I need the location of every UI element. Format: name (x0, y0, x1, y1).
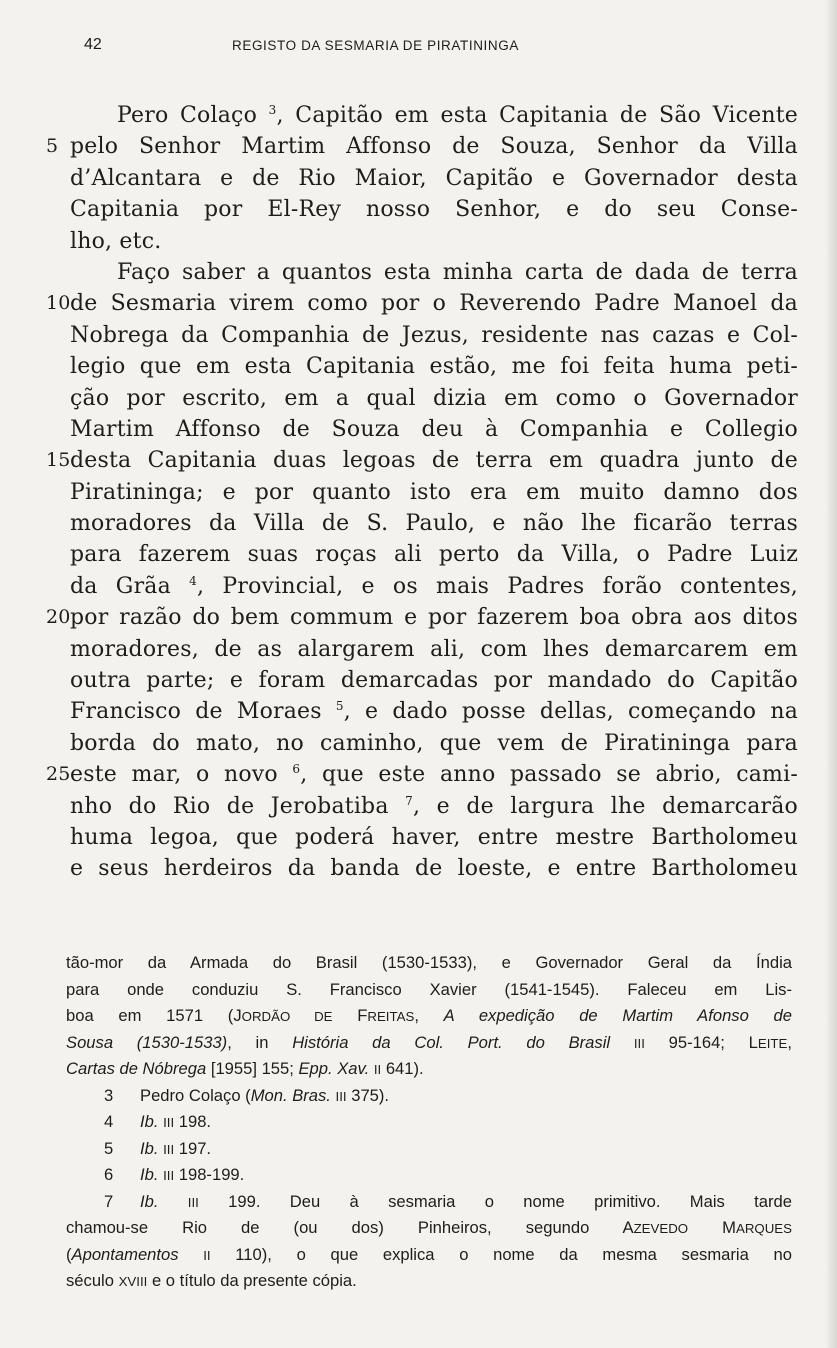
page-header (0, 36, 837, 56)
text-line (0, 602, 837, 633)
line-text: huma legoa, que poderá haver, entre mestre Bartholomeu (70, 824, 798, 850)
footnote-text: tão-mor da Armada do Brasil (1530-1533), e Governador Geral da Índia (66, 953, 792, 972)
line-text: Pero Colaço $^3$, Capitão em esta Capitania de São Vicente (117, 103, 799, 128)
text-line (0, 131, 837, 162)
line-text: legio que em esta Capitania estão, me foi feita huma peti- (70, 354, 798, 380)
line-text: Martim Affonso de Souza deu à Companhia e Collegio (70, 416, 798, 442)
line-number: 15 (46, 449, 71, 472)
footnote-text: Ib. III 198-199. (140, 1165, 245, 1184)
text-line (0, 696, 837, 727)
line-text: lho, etc. (70, 228, 162, 254)
footnote-line (0, 977, 837, 1004)
text-line (0, 351, 837, 382)
line-text: Nobrega da Companhia de Jezus, residente nas cazas e Col- (70, 322, 798, 348)
text-line (0, 226, 837, 257)
text-line (0, 539, 837, 570)
text-line (0, 665, 837, 696)
line-text: ção por escrito, em a qual dizia em como o Governador (70, 385, 798, 411)
footnote-text: chamou-se Rio de (ou dos) Pinheiros, segundo AZEVEDO MARQUES (66, 1218, 792, 1237)
text-line (0, 571, 837, 602)
line-text: d’Alcantara e de Rio Maior, Capitão e Governador desta (70, 165, 798, 191)
line-text: para fazerem suas roças ali perto da Villa, o Padre Luiz (70, 542, 798, 568)
footnote-line (0, 1242, 837, 1269)
main-text (0, 100, 837, 885)
line-text: nho do Rio de Jerobatiba $^7$, e de largura lhe demarcarão (70, 793, 798, 819)
footnote-text: século XVIII e o título da presente cópia. (66, 1271, 357, 1290)
footnote-line (0, 1030, 837, 1057)
text-line (0, 508, 837, 539)
text-line (0, 383, 837, 414)
text-line (0, 477, 837, 508)
line-text: outra parte; e foram demarcadas por mandado do Capitão (70, 668, 798, 694)
line-text: por razão do bem commum e por fazerem boa obra aos ditos (70, 605, 798, 631)
line-number: 20 (46, 606, 71, 629)
footnote-line (0, 1109, 837, 1136)
footnote-text: Ib. III 197. (140, 1138, 212, 1158)
footnote-text: Sousa (1530-1533), in História da Col. Port. do Brasil III 95-164; LEITE, (66, 1032, 792, 1052)
text-line (0, 100, 837, 131)
text-line (0, 288, 837, 319)
footnote-line (0, 1268, 837, 1295)
line-text: Faço saber a quantos esta minha carta de dada de terra (117, 259, 798, 285)
line-text: Piratininga; e por quanto isto era em muito damno dos (70, 479, 798, 505)
footnote-text: para onde conduziu S. Francisco Xavier (1541-1545). Faleceu em Lis- (66, 979, 792, 999)
footnote-text: Ib. III 199. Deu à sesmaria o nome primitivo. Mais tarde (140, 1191, 792, 1211)
footnote-line (0, 950, 837, 977)
text-line (0, 634, 837, 665)
text-line (0, 759, 837, 790)
footnote-text: Cartas de Nóbrega [1955] 155; Epp. Xav. II 641). (66, 1059, 424, 1078)
line-text: borda do mato, no caminho, que vem de Piratininga para (70, 730, 798, 756)
text-line (0, 445, 837, 476)
text-line (0, 163, 837, 194)
line-text: da Grãa $^4$, Provincial, e os mais Padres forão contentes, (70, 573, 798, 599)
text-line (0, 791, 837, 822)
text-line (0, 822, 837, 853)
text-line (0, 194, 837, 225)
line-number: 25 (46, 763, 71, 786)
footnote-line (0, 1215, 837, 1242)
text-line (0, 728, 837, 759)
footnote-text: Ib. III 198. (140, 1112, 212, 1131)
line-number: 10 (46, 292, 71, 315)
footnote-text: Pedro Colaço (Mon. Bras. III 375). (140, 1085, 390, 1105)
footnote-number: 7 (104, 1191, 114, 1211)
page-number: 42 (84, 36, 102, 53)
text-line (0, 320, 837, 351)
line-text: de Sesmaria virem como por o Reverendo Padre Manoel da (70, 291, 798, 317)
line-text: moradores, de as alargarem ali, com lhes demarcarem em (70, 636, 798, 662)
text-line (0, 853, 837, 884)
line-text: Capitania por El-Rey nosso Senhor, e do seu Conse- (70, 197, 798, 223)
line-text: desta Capitania duas legoas de terra em quadra junto de (70, 448, 798, 474)
footnote-line (0, 1189, 837, 1216)
footnote-line (0, 1003, 837, 1030)
footnote-line (0, 1083, 837, 1110)
footnotes (0, 950, 837, 1295)
footnote-text: boa em 1571 (JORDÃO DE FREITAS, A expedição de Martim Afonso de (66, 1006, 793, 1025)
footnote-line (0, 1136, 837, 1163)
line-text: e seus herdeiros da banda de loeste, e entre Bartholomeu (70, 856, 798, 882)
line-text: Francisco de Moraes $^5$, e dado posse dellas, começando na (70, 699, 799, 725)
footnote-number: 4 (104, 1112, 114, 1131)
footnote-line (0, 1162, 837, 1189)
footnote-line (0, 1056, 837, 1083)
line-text: moradores da Villa de S. Paulo, e não lhe ficarão terras (70, 511, 798, 537)
line-text: pelo Senhor Martim Affonso de Souza, Senhor da Villa (70, 134, 798, 160)
footnote-text: (Apontamentos II 110), o que explica o nome da mesma sesmaria no (66, 1244, 792, 1264)
running-head: REGISTO DA SESMARIA DE PIRATININGA (232, 38, 519, 53)
footnote-number: 5 (104, 1138, 114, 1158)
text-line (0, 257, 837, 288)
footnote-number: 3 (104, 1085, 114, 1105)
text-line (0, 414, 837, 445)
line-number: 5 (46, 135, 59, 158)
line-text: este mar, o novo $^6$, que este anno passado se abrio, cami- (70, 762, 798, 788)
footnote-number: 6 (104, 1165, 114, 1184)
